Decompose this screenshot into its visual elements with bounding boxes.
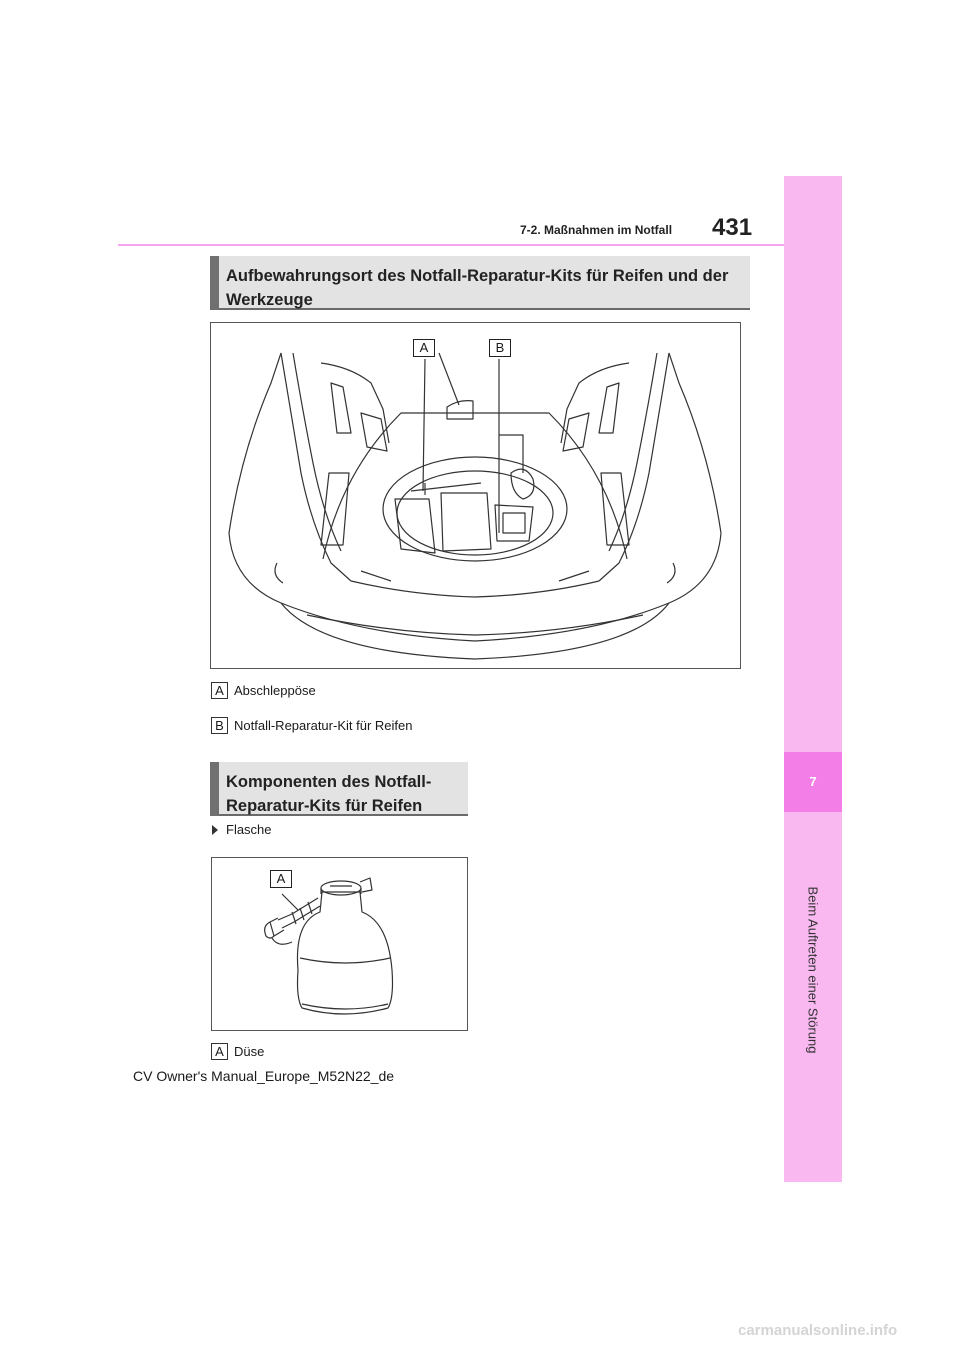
watermark-text: carmanualsonline.info <box>738 1322 898 1339</box>
bullet-triangle-icon <box>212 825 218 835</box>
callout-a-tow-eye: A <box>413 339 435 357</box>
legend-text: Notfall-Reparatur-Kit für Reifen <box>234 718 413 733</box>
callout-a-nozzle: A <box>270 870 292 888</box>
chapter-title: Beim Auftreten einer Störung <box>805 886 821 1054</box>
section-heading-components <box>210 762 468 816</box>
footer-manual-id: CV Owner's Manual_Europe_M52N22_de <box>133 1068 395 1084</box>
legend-text: Abschleppöse <box>234 683 316 698</box>
legend-badge: B <box>211 717 228 734</box>
legend-item-repair-kit <box>211 717 412 734</box>
legend-item-tow-eye <box>211 682 316 699</box>
legend-badge: A <box>211 1043 228 1060</box>
page-number: 431 <box>712 214 753 241</box>
legend-item-nozzle <box>211 1043 264 1060</box>
bullet-text: Flasche <box>226 822 272 837</box>
section-heading-text: Komponenten des Notfall-Reparatur-Kits für Reifen <box>226 773 432 815</box>
header-rule <box>118 244 784 246</box>
chapter-number-tab[interactable] <box>784 752 842 812</box>
legend-badge: A <box>211 682 228 699</box>
bullet-bottle <box>212 822 272 837</box>
callout-b-repair-kit: B <box>489 339 511 357</box>
chapter-number: 7 <box>809 774 817 789</box>
bottle-drawing <box>212 858 467 1030</box>
trunk-illustration <box>210 322 741 669</box>
section-reference: 7-2. Maßnahmen im Notfall <box>520 223 673 237</box>
section-heading-text: Aufbewahrungsort des Notfall-Reparatur-Kits für Reifen und der Werkzeuge <box>226 267 729 309</box>
legend-text: Düse <box>234 1044 265 1059</box>
section-heading-storage <box>210 256 750 310</box>
trunk-drawing <box>211 323 740 668</box>
bottle-illustration <box>211 857 468 1031</box>
